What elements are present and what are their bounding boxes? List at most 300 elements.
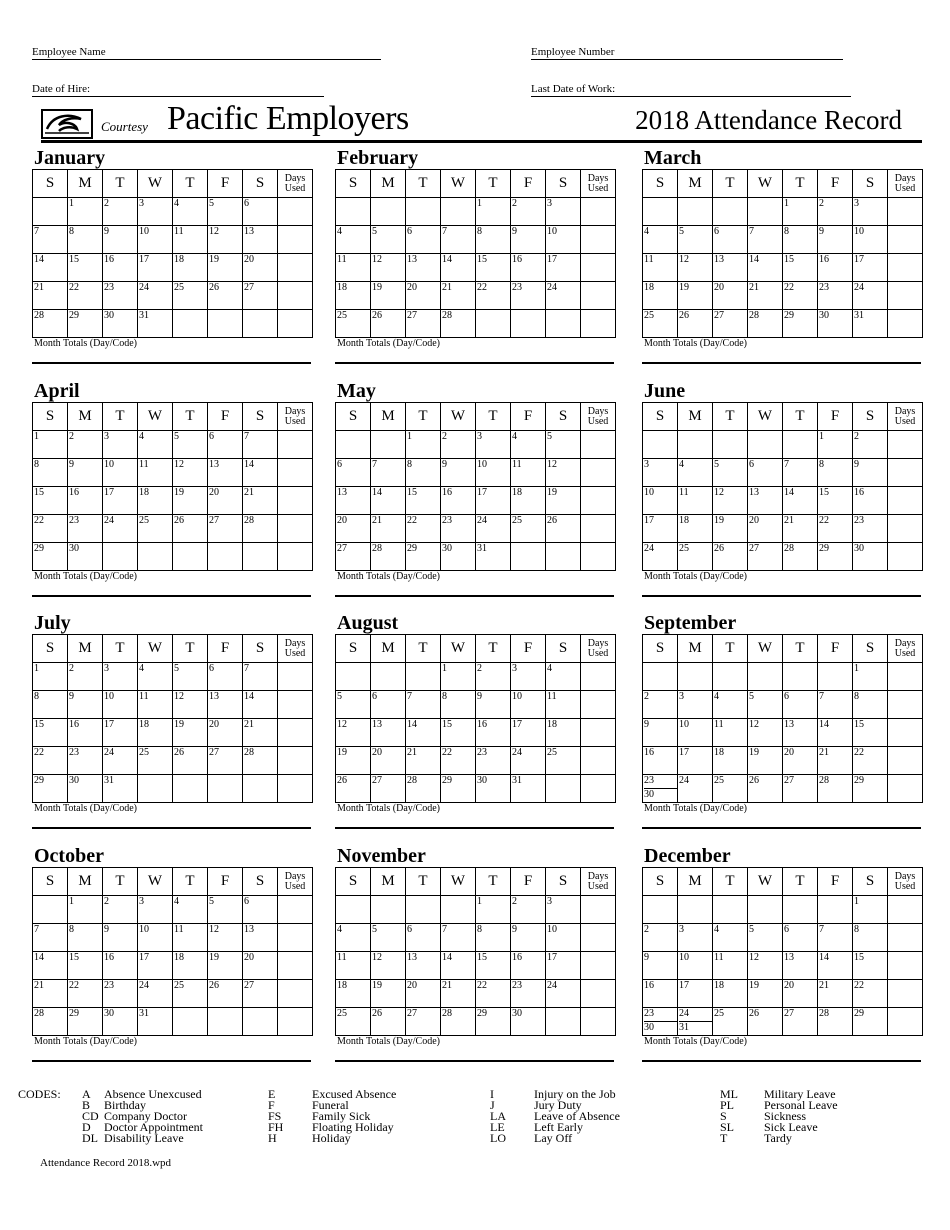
day-cell[interactable]: 13 — [208, 691, 243, 719]
day-cell[interactable]: 13 — [783, 952, 818, 980]
day-cell[interactable]: 21 — [783, 515, 818, 543]
day-cell[interactable]: 3 — [546, 198, 581, 226]
days-used-cell[interactable] — [888, 719, 923, 747]
day-cell[interactable]: 26 — [748, 775, 783, 803]
day-cell[interactable]: 17 — [103, 719, 138, 747]
day-cell[interactable]: 4 — [643, 226, 678, 254]
days-used-cell[interactable] — [581, 282, 616, 310]
day-cell[interactable]: 16 — [818, 254, 853, 282]
day-cell[interactable]: 6 — [406, 924, 441, 952]
day-cell[interactable] — [173, 310, 208, 338]
day-cell[interactable]: 26 — [173, 747, 208, 775]
day-cell[interactable]: 5 — [336, 691, 371, 719]
day-cell[interactable]: 11 — [336, 952, 371, 980]
day-cell[interactable]: 8 — [853, 924, 888, 952]
day-cell[interactable]: 12 — [336, 719, 371, 747]
day-cell[interactable]: 20 — [208, 719, 243, 747]
day-cell[interactable] — [406, 663, 441, 691]
day-cell[interactable]: 19 — [713, 515, 748, 543]
day-cell[interactable] — [511, 543, 546, 571]
day-cell[interactable] — [748, 896, 783, 924]
day-cell[interactable]: 30 — [818, 310, 853, 338]
day-cell[interactable] — [336, 663, 371, 691]
day-cell[interactable]: 23 — [68, 515, 103, 543]
month-totals[interactable]: Month Totals (Day/Code) — [32, 803, 311, 829]
day-cell[interactable]: 9 — [643, 952, 678, 980]
day-cell[interactable] — [371, 896, 406, 924]
day-cell[interactable]: 29 — [853, 775, 888, 803]
day-cell[interactable]: 22 — [853, 747, 888, 775]
day-cell[interactable] — [33, 896, 68, 924]
days-used-cell[interactable] — [278, 515, 313, 543]
day-cell[interactable]: 5 — [371, 924, 406, 952]
days-used-cell[interactable] — [581, 691, 616, 719]
day-cell[interactable]: 14 — [818, 952, 853, 980]
day-cell[interactable]: 9 — [511, 924, 546, 952]
day-cell[interactable]: 6 — [243, 198, 278, 226]
day-cell[interactable]: 4 — [713, 924, 748, 952]
day-cell[interactable] — [208, 543, 243, 571]
day-cell[interactable]: 5 — [173, 663, 208, 691]
days-used-cell[interactable] — [581, 226, 616, 254]
day-cell[interactable]: 18 — [138, 719, 173, 747]
day-cell[interactable]: 12 — [371, 254, 406, 282]
day-cell[interactable]: 26 — [713, 543, 748, 571]
day-cell[interactable]: 21 — [406, 747, 441, 775]
day-cell[interactable]: 27 — [748, 543, 783, 571]
day-cell[interactable]: 18 — [173, 952, 208, 980]
day-cell[interactable] — [643, 198, 678, 226]
days-used-cell[interactable] — [581, 719, 616, 747]
days-used-cell[interactable] — [888, 487, 923, 515]
day-cell[interactable]: 23 — [853, 515, 888, 543]
days-used-cell[interactable] — [581, 896, 616, 924]
days-used-cell[interactable] — [888, 282, 923, 310]
day-cell[interactable]: 7 — [243, 663, 278, 691]
day-cell[interactable] — [208, 310, 243, 338]
day-cell[interactable]: 4 — [173, 198, 208, 226]
day-cell[interactable]: 24 — [546, 282, 581, 310]
days-used-cell[interactable] — [581, 310, 616, 338]
day-cell[interactable]: 15 — [441, 719, 476, 747]
day-cell[interactable] — [173, 775, 208, 803]
day-cell[interactable]: 8 — [476, 924, 511, 952]
day-cell[interactable] — [243, 1008, 278, 1036]
day-cell[interactable]: 19 — [336, 747, 371, 775]
day-cell[interactable]: 21 — [818, 747, 853, 775]
day-cell[interactable]: 24 — [643, 543, 678, 571]
day-cell[interactable]: 14 — [243, 459, 278, 487]
day-cell[interactable]: 14 — [371, 487, 406, 515]
day-cell[interactable]: 11 — [138, 459, 173, 487]
day-cell[interactable]: 6 — [783, 691, 818, 719]
day-cell[interactable]: 7 — [33, 924, 68, 952]
day-cell[interactable]: 4 — [138, 431, 173, 459]
day-cell[interactable]: 3 — [103, 663, 138, 691]
day-cell[interactable]: 15 — [818, 487, 853, 515]
day-cell[interactable]: 16 — [441, 487, 476, 515]
day-cell[interactable]: 12 — [173, 459, 208, 487]
days-used-cell[interactable] — [278, 198, 313, 226]
day-cell[interactable]: 24 — [678, 775, 713, 803]
days-used-cell[interactable] — [278, 980, 313, 1008]
day-cell[interactable] — [173, 1008, 208, 1036]
day-cell[interactable]: 17 — [678, 747, 713, 775]
day-cell[interactable]: 18 — [138, 487, 173, 515]
day-cell[interactable]: 26 — [208, 282, 243, 310]
day-cell[interactable]: 28 — [33, 310, 68, 338]
day-cell[interactable]: 21 — [441, 980, 476, 1008]
day-cell[interactable] — [243, 543, 278, 571]
days-used-cell[interactable] — [888, 310, 923, 338]
day-cell[interactable] — [783, 663, 818, 691]
day-cell[interactable] — [748, 198, 783, 226]
day-cell[interactable]: 9 — [476, 691, 511, 719]
day-cell[interactable]: 17 — [476, 487, 511, 515]
day-cell[interactable]: 10 — [103, 691, 138, 719]
day-cell[interactable]: 23 30 — [643, 775, 678, 803]
day-cell[interactable]: 16 — [853, 487, 888, 515]
days-used-cell[interactable] — [888, 663, 923, 691]
day-cell[interactable]: 30 — [476, 775, 511, 803]
day-cell[interactable]: 21 — [371, 515, 406, 543]
day-cell[interactable]: 9 — [68, 691, 103, 719]
day-cell[interactable]: 28 — [441, 1008, 476, 1036]
day-cell[interactable]: 6 — [406, 226, 441, 254]
day-cell[interactable]: 3 — [476, 431, 511, 459]
day-cell[interactable]: 6 — [243, 896, 278, 924]
days-used-cell[interactable] — [888, 226, 923, 254]
day-cell[interactable]: 19 — [678, 282, 713, 310]
day-cell[interactable]: 1 — [476, 198, 511, 226]
day-cell[interactable] — [783, 431, 818, 459]
day-cell[interactable] — [748, 431, 783, 459]
day-cell[interactable]: 1 — [68, 198, 103, 226]
days-used-cell[interactable] — [888, 459, 923, 487]
day-cell[interactable]: 10 — [678, 952, 713, 980]
day-cell[interactable]: 17 — [853, 254, 888, 282]
day-cell[interactable]: 17 — [138, 254, 173, 282]
day-cell[interactable] — [643, 663, 678, 691]
day-cell[interactable]: 10 — [103, 459, 138, 487]
day-cell[interactable]: 15 — [68, 952, 103, 980]
day-cell[interactable]: 25 — [511, 515, 546, 543]
day-cell[interactable]: 27 — [208, 747, 243, 775]
day-cell[interactable] — [336, 896, 371, 924]
day-cell[interactable]: 31 — [853, 310, 888, 338]
day-cell[interactable]: 12 — [678, 254, 713, 282]
day-cell[interactable]: 12 — [748, 719, 783, 747]
day-cell[interactable]: 3 — [678, 924, 713, 952]
day-cell[interactable]: 26 — [208, 980, 243, 1008]
days-used-cell[interactable] — [581, 663, 616, 691]
day-cell[interactable]: 22 — [441, 747, 476, 775]
day-cell[interactable]: 19 — [371, 980, 406, 1008]
day-cell[interactable]: 16 — [68, 719, 103, 747]
day-cell[interactable] — [243, 775, 278, 803]
day-cell[interactable]: 29 — [406, 543, 441, 571]
day-cell[interactable]: 20 — [783, 980, 818, 1008]
day-cell[interactable]: 22 — [68, 980, 103, 1008]
day-cell[interactable]: 23 — [511, 980, 546, 1008]
day-cell[interactable]: 25 — [336, 310, 371, 338]
day-cell[interactable]: 16 — [511, 254, 546, 282]
day-cell[interactable]: 26 — [748, 1008, 783, 1036]
month-totals[interactable]: Month Totals (Day/Code) — [32, 571, 311, 597]
day-cell[interactable]: 24 — [853, 282, 888, 310]
days-used-cell[interactable] — [278, 952, 313, 980]
day-cell[interactable] — [511, 310, 546, 338]
month-totals[interactable]: Month Totals (Day/Code) — [335, 571, 614, 597]
day-cell[interactable]: 18 — [511, 487, 546, 515]
day-cell[interactable]: 15 — [853, 719, 888, 747]
day-cell[interactable] — [783, 896, 818, 924]
day-cell[interactable]: 22 — [818, 515, 853, 543]
day-cell[interactable] — [441, 896, 476, 924]
day-cell[interactable]: 17 — [103, 487, 138, 515]
day-cell[interactable]: 13 — [748, 487, 783, 515]
days-used-cell[interactable] — [581, 198, 616, 226]
day-cell[interactable]: 13 — [713, 254, 748, 282]
day-cell[interactable]: 8 — [441, 691, 476, 719]
day-cell[interactable]: 13 — [783, 719, 818, 747]
date-of-hire-field[interactable] — [32, 83, 324, 97]
day-cell[interactable]: 30 — [441, 543, 476, 571]
day-cell[interactable]: 2 — [441, 431, 476, 459]
day-cell[interactable]: 3 — [546, 896, 581, 924]
day-cell[interactable]: 2 — [476, 663, 511, 691]
day-cell[interactable]: 11 — [173, 226, 208, 254]
day-cell[interactable]: 18 — [643, 282, 678, 310]
days-used-cell[interactable] — [581, 1008, 616, 1036]
day-cell[interactable]: 5 — [546, 431, 581, 459]
days-used-cell[interactable] — [278, 747, 313, 775]
day-cell[interactable]: 18 — [336, 980, 371, 1008]
day-cell[interactable]: 11 — [138, 691, 173, 719]
day-cell[interactable]: 26 — [678, 310, 713, 338]
day-cell[interactable]: 31 — [138, 310, 173, 338]
day-cell[interactable]: 22 — [33, 515, 68, 543]
day-cell[interactable]: 9 — [643, 719, 678, 747]
day-cell[interactable]: 1 — [33, 431, 68, 459]
day-cell[interactable]: 14 — [406, 719, 441, 747]
day-cell[interactable]: 17 — [138, 952, 173, 980]
day-cell[interactable]: 19 — [173, 487, 208, 515]
day-cell[interactable] — [546, 543, 581, 571]
day-cell[interactable]: 9 — [511, 226, 546, 254]
days-used-cell[interactable] — [888, 431, 923, 459]
day-cell[interactable]: 24 — [511, 747, 546, 775]
day-cell[interactable]: 1 — [33, 663, 68, 691]
day-cell[interactable]: 16 — [643, 980, 678, 1008]
day-cell[interactable]: 29 — [853, 1008, 888, 1036]
day-cell[interactable]: 5 — [748, 691, 783, 719]
day-cell[interactable]: 16 — [103, 254, 138, 282]
day-cell[interactable]: 24 31 — [678, 1008, 713, 1036]
day-cell[interactable]: 7 — [441, 924, 476, 952]
day-cell[interactable]: 1 — [818, 431, 853, 459]
day-cell[interactable]: 12 — [713, 487, 748, 515]
day-cell[interactable] — [336, 431, 371, 459]
day-cell[interactable]: 23 30 — [643, 1008, 678, 1036]
day-cell[interactable]: 13 — [371, 719, 406, 747]
day-cell[interactable]: 7 — [783, 459, 818, 487]
day-cell[interactable]: 2 — [68, 431, 103, 459]
day-cell[interactable]: 26 — [371, 1008, 406, 1036]
day-cell[interactable]: 20 — [208, 487, 243, 515]
day-cell[interactable]: 25 — [546, 747, 581, 775]
day-cell[interactable]: 11 — [713, 719, 748, 747]
day-cell[interactable]: 13 — [243, 226, 278, 254]
month-totals[interactable]: Month Totals (Day/Code) — [642, 338, 921, 364]
day-cell[interactable]: 14 — [33, 254, 68, 282]
day-cell[interactable]: 28 — [406, 775, 441, 803]
day-cell[interactable]: 3 — [103, 431, 138, 459]
day-cell[interactable]: 1 — [406, 431, 441, 459]
day-cell[interactable]: 1 — [853, 663, 888, 691]
last-date-of-work-field[interactable] — [531, 83, 851, 97]
day-cell[interactable]: 7 — [406, 691, 441, 719]
day-cell[interactable]: 31 — [511, 775, 546, 803]
days-used-cell[interactable] — [581, 543, 616, 571]
day-cell[interactable]: 20 — [243, 952, 278, 980]
day-cell[interactable]: 6 — [208, 431, 243, 459]
day-cell[interactable]: 1 — [783, 198, 818, 226]
day-cell[interactable]: 11 — [546, 691, 581, 719]
day-cell[interactable]: 23 — [476, 747, 511, 775]
days-used-cell[interactable] — [581, 515, 616, 543]
month-totals[interactable]: Month Totals (Day/Code) — [32, 1036, 311, 1062]
day-cell[interactable]: 15 — [853, 952, 888, 980]
day-cell[interactable] — [208, 775, 243, 803]
days-used-cell[interactable] — [278, 896, 313, 924]
day-cell[interactable]: 31 — [476, 543, 511, 571]
day-cell[interactable]: 30 — [68, 775, 103, 803]
day-cell[interactable]: 28 — [243, 515, 278, 543]
day-cell[interactable]: 25 — [173, 980, 208, 1008]
day-cell[interactable]: 11 — [643, 254, 678, 282]
day-cell[interactable]: 31 — [138, 1008, 173, 1036]
day-cell[interactable]: 28 — [441, 310, 476, 338]
day-cell[interactable]: 7 — [818, 691, 853, 719]
day-cell[interactable] — [818, 896, 853, 924]
day-cell[interactable] — [546, 775, 581, 803]
day-cell[interactable] — [138, 543, 173, 571]
day-cell[interactable] — [476, 310, 511, 338]
day-cell[interactable]: 19 — [173, 719, 208, 747]
day-cell[interactable] — [208, 1008, 243, 1036]
day-cell[interactable]: 13 — [336, 487, 371, 515]
day-cell[interactable]: 30 — [511, 1008, 546, 1036]
day-cell[interactable]: 25 — [713, 775, 748, 803]
day-cell[interactable]: 4 — [336, 226, 371, 254]
day-cell[interactable]: 23 — [103, 282, 138, 310]
day-cell[interactable]: 9 — [103, 226, 138, 254]
days-used-cell[interactable] — [888, 515, 923, 543]
day-cell[interactable]: 28 — [818, 1008, 853, 1036]
day-cell[interactable]: 12 — [371, 952, 406, 980]
day-cell[interactable]: 4 — [138, 663, 173, 691]
day-cell[interactable]: 2 — [853, 431, 888, 459]
day-cell[interactable]: 3 — [138, 896, 173, 924]
days-used-cell[interactable] — [581, 431, 616, 459]
day-cell[interactable] — [678, 198, 713, 226]
day-cell[interactable]: 15 — [406, 487, 441, 515]
day-cell[interactable]: 12 — [748, 952, 783, 980]
day-cell[interactable]: 22 — [68, 282, 103, 310]
day-cell[interactable]: 20 — [336, 515, 371, 543]
day-cell[interactable]: 11 — [511, 459, 546, 487]
days-used-cell[interactable] — [581, 980, 616, 1008]
day-cell[interactable]: 19 — [208, 254, 243, 282]
day-cell[interactable]: 25 — [173, 282, 208, 310]
day-cell[interactable]: 10 — [853, 226, 888, 254]
days-used-cell[interactable] — [888, 775, 923, 803]
day-cell[interactable]: 8 — [33, 459, 68, 487]
day-cell[interactable]: 18 — [336, 282, 371, 310]
day-cell[interactable]: 17 — [678, 980, 713, 1008]
days-used-cell[interactable] — [278, 459, 313, 487]
day-cell[interactable]: 15 — [33, 719, 68, 747]
day-cell[interactable] — [406, 896, 441, 924]
day-cell[interactable]: 10 — [546, 924, 581, 952]
days-used-cell[interactable] — [278, 719, 313, 747]
days-used-cell[interactable] — [278, 1008, 313, 1036]
day-cell[interactable]: 22 — [853, 980, 888, 1008]
day-cell[interactable] — [441, 198, 476, 226]
day-cell[interactable]: 7 — [243, 431, 278, 459]
day-cell[interactable] — [748, 663, 783, 691]
day-cell[interactable]: 10 — [511, 691, 546, 719]
day-cell[interactable]: 26 — [546, 515, 581, 543]
day-cell[interactable]: 21 — [33, 282, 68, 310]
day-cell[interactable] — [138, 775, 173, 803]
day-cell[interactable]: 6 — [783, 924, 818, 952]
day-cell[interactable]: 11 — [336, 254, 371, 282]
day-cell[interactable]: 25 — [336, 1008, 371, 1036]
day-cell[interactable]: 10 — [476, 459, 511, 487]
day-cell[interactable]: 16 — [511, 952, 546, 980]
day-cell[interactable] — [678, 896, 713, 924]
day-cell[interactable]: 25 — [643, 310, 678, 338]
day-cell[interactable]: 13 — [406, 254, 441, 282]
day-cell[interactable]: 2 — [643, 691, 678, 719]
day-cell[interactable]: 8 — [476, 226, 511, 254]
day-cell[interactable] — [103, 543, 138, 571]
day-cell[interactable]: 6 — [208, 663, 243, 691]
day-cell[interactable]: 3 — [511, 663, 546, 691]
day-cell[interactable]: 27 — [336, 543, 371, 571]
day-cell[interactable] — [371, 431, 406, 459]
days-used-cell[interactable] — [278, 663, 313, 691]
day-cell[interactable]: 23 — [103, 980, 138, 1008]
day-cell[interactable]: 29 — [68, 1008, 103, 1036]
days-used-cell[interactable] — [278, 543, 313, 571]
day-cell[interactable]: 3 — [678, 691, 713, 719]
day-cell[interactable]: 5 — [173, 431, 208, 459]
days-used-cell[interactable] — [888, 924, 923, 952]
day-cell[interactable]: 2 — [103, 198, 138, 226]
day-cell[interactable]: 3 — [643, 459, 678, 487]
day-cell[interactable]: 22 — [476, 282, 511, 310]
days-used-cell[interactable] — [278, 924, 313, 952]
day-cell[interactable]: 5 — [208, 896, 243, 924]
days-used-cell[interactable] — [278, 431, 313, 459]
day-cell[interactable]: 23 — [511, 282, 546, 310]
day-cell[interactable]: 22 — [783, 282, 818, 310]
day-cell[interactable]: 20 — [406, 980, 441, 1008]
day-cell[interactable]: 12 — [173, 691, 208, 719]
